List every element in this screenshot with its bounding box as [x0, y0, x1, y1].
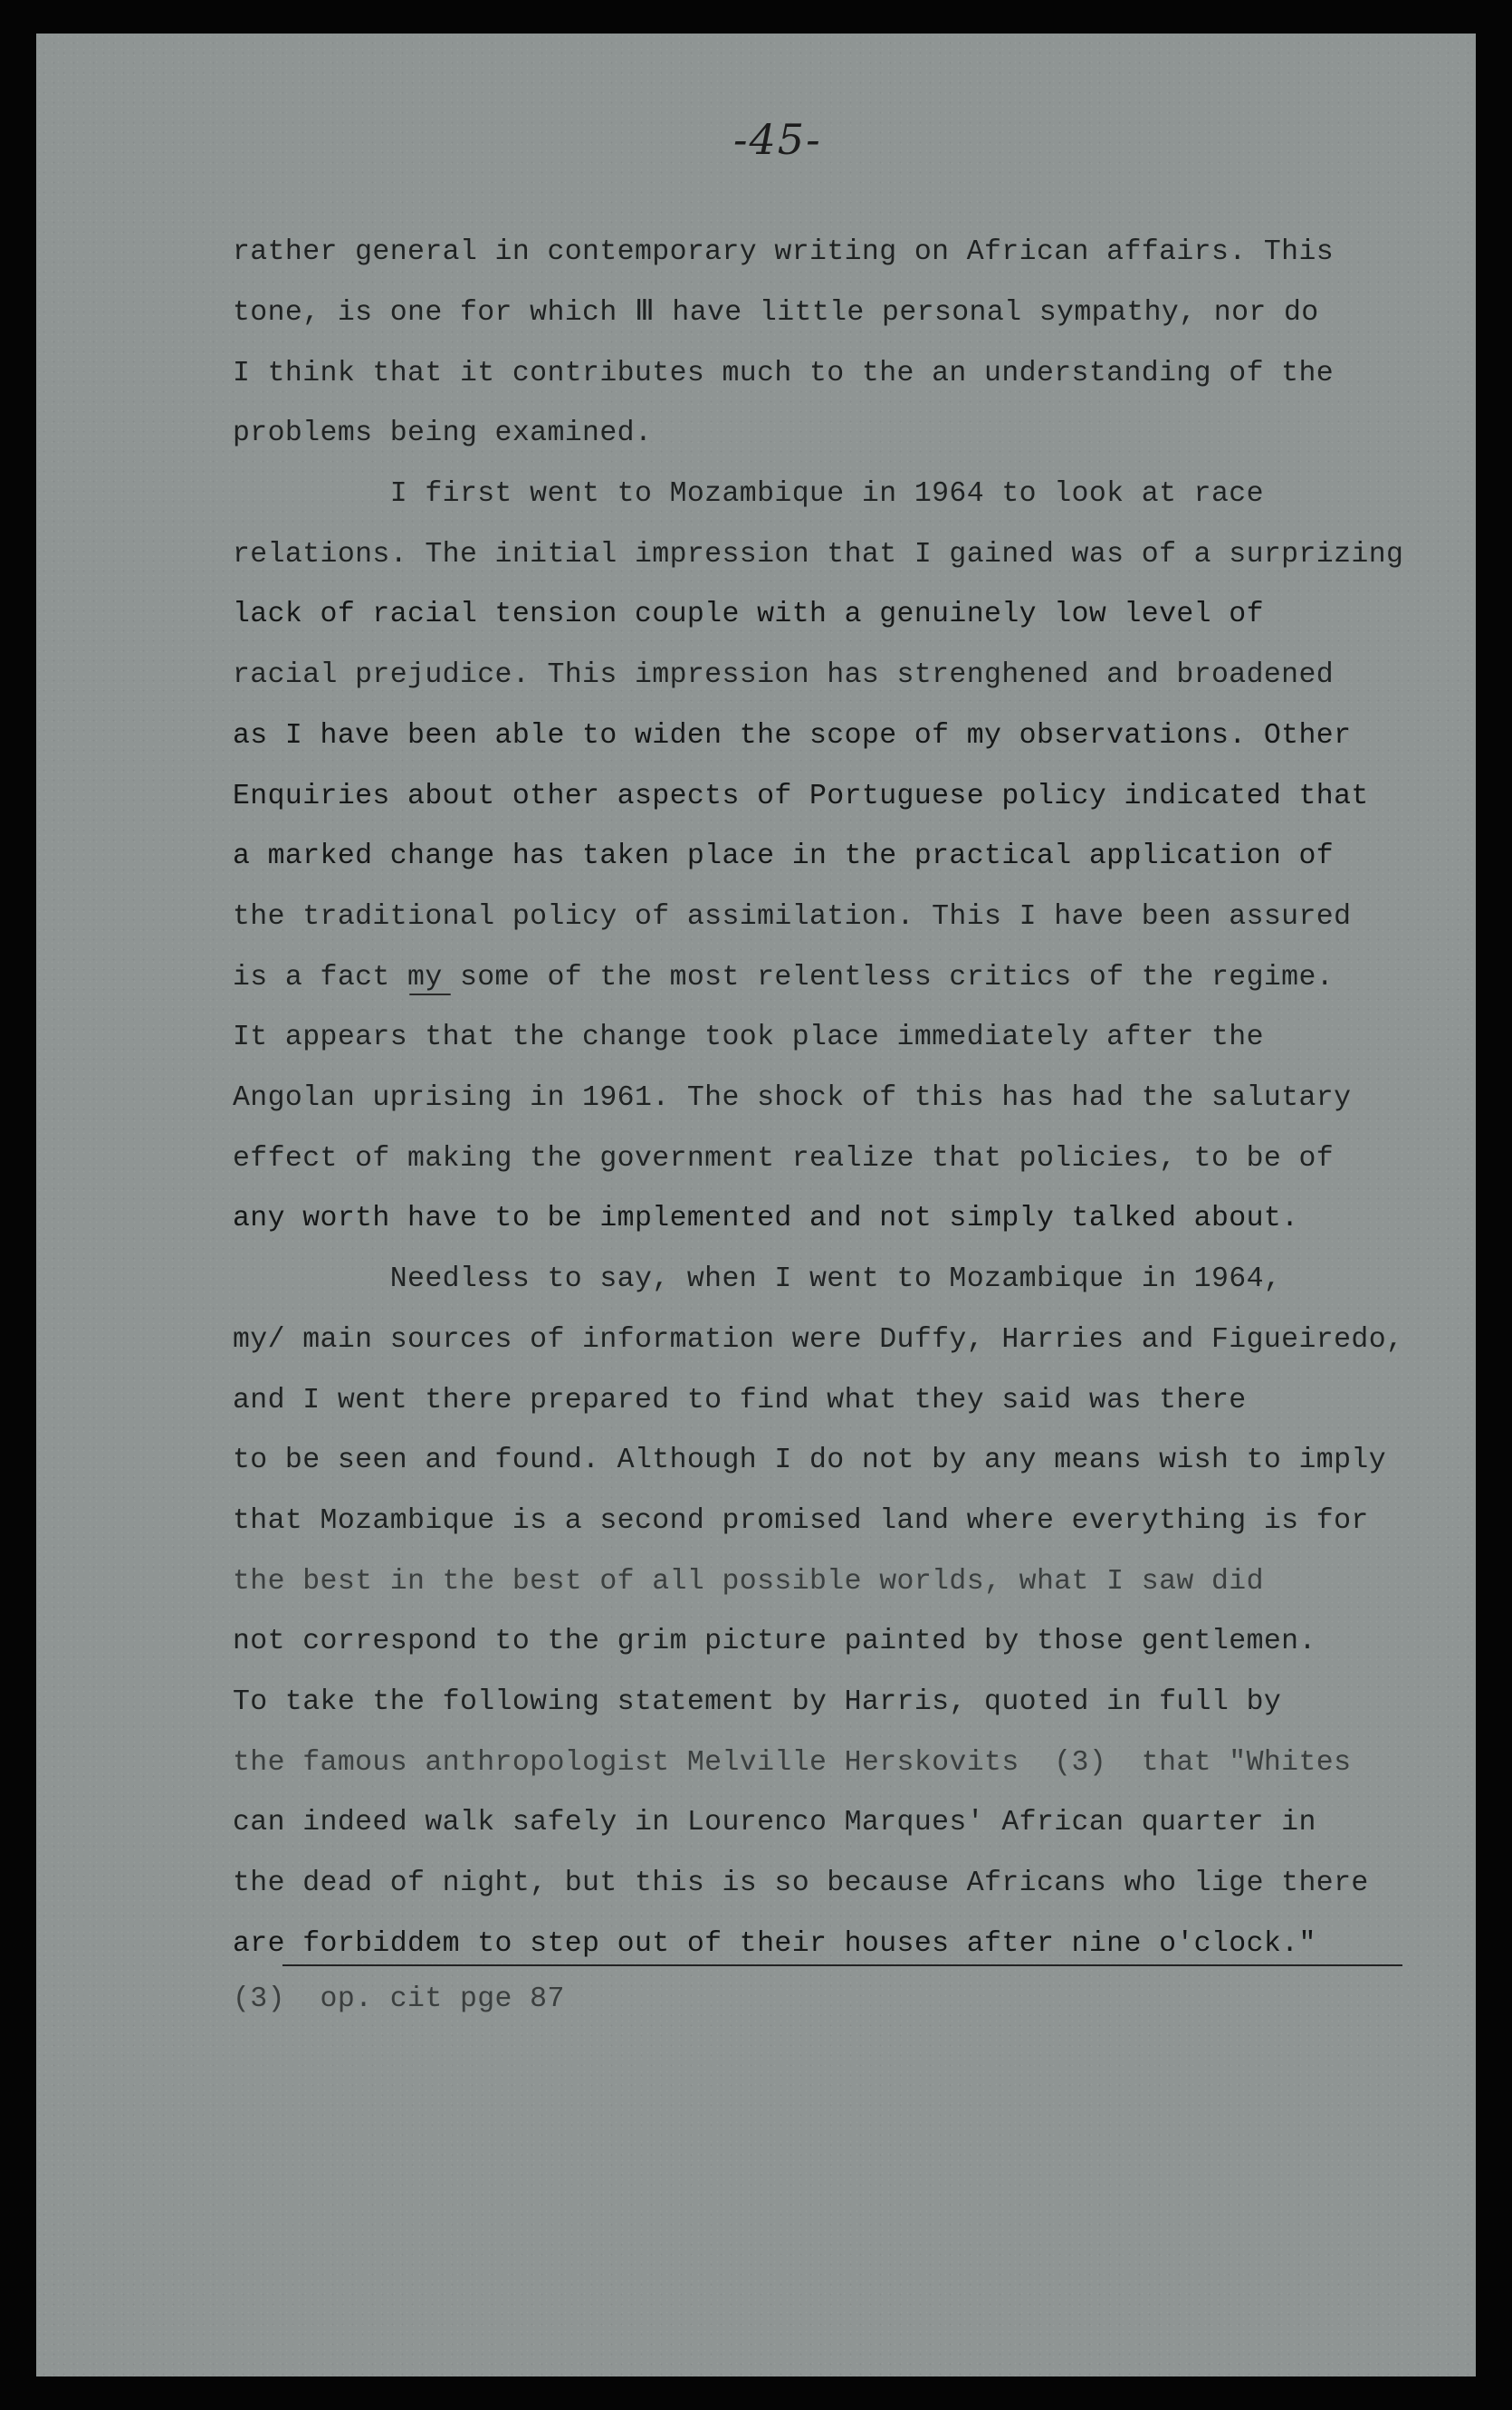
- text-line: a marked change has taken place in the practical application of: [233, 840, 1335, 872]
- footnote-line: (3) op. cit pge 87: [233, 1983, 565, 2015]
- text-line: tone, is one for which Ⅲ have little personal sympathy, nor do: [233, 297, 1319, 329]
- text-line: Needless to say, when I went to Mozambique in 1964,: [233, 1263, 1282, 1295]
- text-line: the traditional policy of assimilation. This I have been assured: [233, 901, 1352, 933]
- text-line: any worth have to be implemented and not simply talked about.: [233, 1203, 1299, 1234]
- text-line: lack of racial tension couple with a genuinely low level of: [233, 599, 1264, 630]
- text-line: can indeed walk safely in Lourenco Marques' African quarter in: [233, 1807, 1316, 1839]
- sentence-underline: [282, 1964, 1402, 1966]
- text-line: racial prejudice. This impression has strenghened and broadened: [233, 659, 1335, 691]
- text-line: to be seen and found. Although I do not by any means wish to imply: [233, 1445, 1387, 1476]
- text-line: It appears that the change took place immediately after the: [233, 1022, 1264, 1053]
- text-line: and I went there prepared to find what they said was there: [233, 1385, 1247, 1416]
- typewritten-page: [36, 34, 1476, 2376]
- text-line: I first went to Mozambique in 1964 to look at race: [233, 478, 1264, 510]
- text-line: rather general in contemporary writing on African affairs. This: [233, 236, 1335, 268]
- text-line: as I have been able to widen the scope of my observations. Other: [233, 720, 1352, 752]
- text-line: relations. The initial impression that I gained was of a surprizing: [233, 539, 1404, 571]
- page-number: -45-: [733, 115, 822, 164]
- text-line: is a fact my some of the most relentless critics of the regime.: [233, 962, 1335, 994]
- text-line: Enquiries about other aspects of Portuguese policy indicated that: [233, 781, 1369, 812]
- text-line: the famous anthropologist Melville Herskovits (3) that "Whites: [233, 1747, 1352, 1779]
- text-line: problems being examined.: [233, 418, 653, 449]
- text-line: the dead of night, but this is so because Africans who lige there: [233, 1868, 1369, 1899]
- text-line: effect of making the government realize that policies, to be of: [233, 1143, 1335, 1175]
- text-line: To take the following statement by Harris, quoted in full by: [233, 1686, 1282, 1718]
- text-line: Angolan uprising in 1961. The shock of this has had the salutary: [233, 1082, 1352, 1114]
- text-line: the best in the best of all possible worlds, what I saw did: [233, 1566, 1264, 1598]
- text-line: my/ main sources of information were Duffy, Harries and Figueiredo,: [233, 1324, 1404, 1356]
- text-line: that Mozambique is a second promised land where everything is for: [233, 1505, 1369, 1537]
- text-line: not correspond to the grim picture painted by those gentlemen.: [233, 1626, 1316, 1657]
- handwritten-underline-mark: [409, 994, 451, 995]
- text-line: are forbiddem to step out of their houses after nine o'clock.": [233, 1928, 1316, 1960]
- text-line: I think that it contributes much to the an understanding of the: [233, 358, 1335, 389]
- body-text: [36, 34, 1476, 2376]
